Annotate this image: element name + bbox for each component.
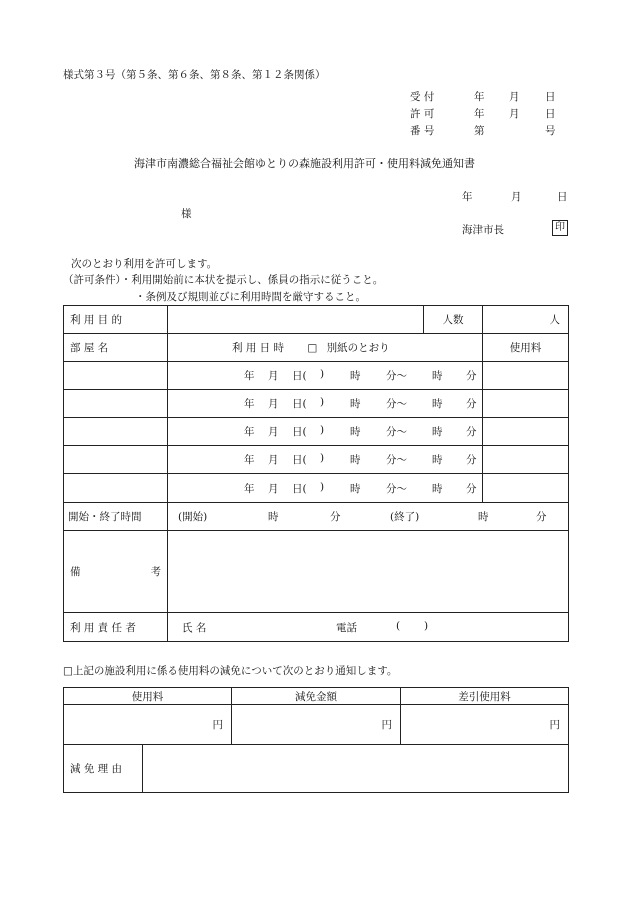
people-field[interactable]: 人 [483, 306, 569, 334]
addressee-suffix: 様 [181, 208, 192, 220]
receipt-year: 年 [474, 91, 485, 103]
permit-month: 月 [509, 108, 520, 120]
purpose-field[interactable] [168, 306, 424, 334]
fee-field[interactable] [483, 418, 569, 446]
date-month: 月 [511, 191, 522, 203]
people-label: 人数 [424, 306, 483, 334]
date-row[interactable]: 年 月 日( ) 時 分〜 時 分 [168, 362, 483, 390]
room-field[interactable] [64, 362, 168, 390]
fee-field[interactable] [483, 474, 569, 503]
room-field[interactable] [64, 390, 168, 418]
number-prefix: 第 [474, 125, 485, 137]
time-field[interactable]: (開始) 時 分 (終了) 時 分 [168, 503, 569, 531]
datetime-header: 利 用 日 時 □ 別紙のとおり [168, 334, 483, 362]
date-row[interactable]: 年 月 日( ) 時 分〜 時 分 [168, 390, 483, 418]
reduction-reason-label: 減 免 理 由 [64, 745, 143, 793]
date-day: 日 [557, 191, 568, 203]
issuer: 海津市長 [462, 224, 504, 236]
net-fee-col-header: 差引使用料 [401, 688, 569, 705]
room-label: 部 屋 名 [64, 334, 168, 362]
fee-reduction-table [63, 687, 569, 793]
form-number: 様式第３号（第５条、第６条、第８条、第１２条関係） [63, 69, 326, 81]
responsible-label: 利 用 責 任 者 [64, 613, 168, 642]
time-label: 開始・終了時間 [64, 503, 168, 531]
net-fee-amount-field[interactable]: 円 [401, 705, 569, 745]
fee-col-header: 使用料 [64, 688, 232, 705]
fee-amount-field[interactable]: 円 [64, 705, 232, 745]
document-title: 海津市南濃総合福祉会館ゆとりの森施設利用許可・使用料減免通知書 [134, 157, 475, 170]
reduction-reason-field[interactable] [143, 745, 569, 793]
number-label: 番 号 [410, 125, 435, 137]
intro-line-2: （許可条件）・利用開始前に本状を提示し、係員の指示に従うこと。 [63, 274, 384, 286]
receipt-day: 日 [545, 91, 556, 103]
permit-day: 日 [545, 108, 556, 120]
reduction-amount-field[interactable]: 円 [232, 705, 401, 745]
responsible-field[interactable]: 氏 名 電話 ( ) [168, 613, 569, 642]
remarks-label: 備 考 [64, 531, 168, 613]
reduction-notice: □上記の施設利用に係る使用料の減免について次のとおり通知します。 [63, 665, 398, 677]
date-row[interactable]: 年 月 日( ) 時 分〜 時 分 [168, 474, 483, 503]
fee-field[interactable] [483, 362, 569, 390]
room-field[interactable] [64, 446, 168, 474]
permit-year: 年 [474, 108, 485, 120]
fee-field[interactable] [483, 446, 569, 474]
intro-line-1: 次のとおり利用を許可します。 [71, 258, 218, 270]
reduction-col-header: 減免金額 [232, 688, 401, 705]
seal-stamp: 印 [552, 220, 568, 236]
fee-header: 使用料 [483, 334, 569, 362]
receipt-month: 月 [509, 91, 520, 103]
remarks-field[interactable] [168, 531, 569, 613]
receipt-label: 受 付 [410, 91, 435, 103]
permit-table [63, 305, 569, 642]
number-suffix: 号 [545, 125, 556, 137]
separate-sheet-checkbox[interactable]: □ [307, 342, 318, 354]
date-row[interactable]: 年 月 日( ) 時 分〜 時 分 [168, 446, 483, 474]
permit-label: 許 可 [410, 108, 435, 120]
room-field[interactable] [64, 418, 168, 446]
purpose-label: 利 用 目 的 [64, 306, 168, 334]
date-row[interactable]: 年 月 日( ) 時 分〜 時 分 [168, 418, 483, 446]
fee-field[interactable] [483, 390, 569, 418]
date-year: 年 [462, 191, 473, 203]
room-field[interactable] [64, 474, 168, 503]
intro-line-3: ・条例及び規則並びに利用時間を厳守すること。 [135, 291, 366, 303]
